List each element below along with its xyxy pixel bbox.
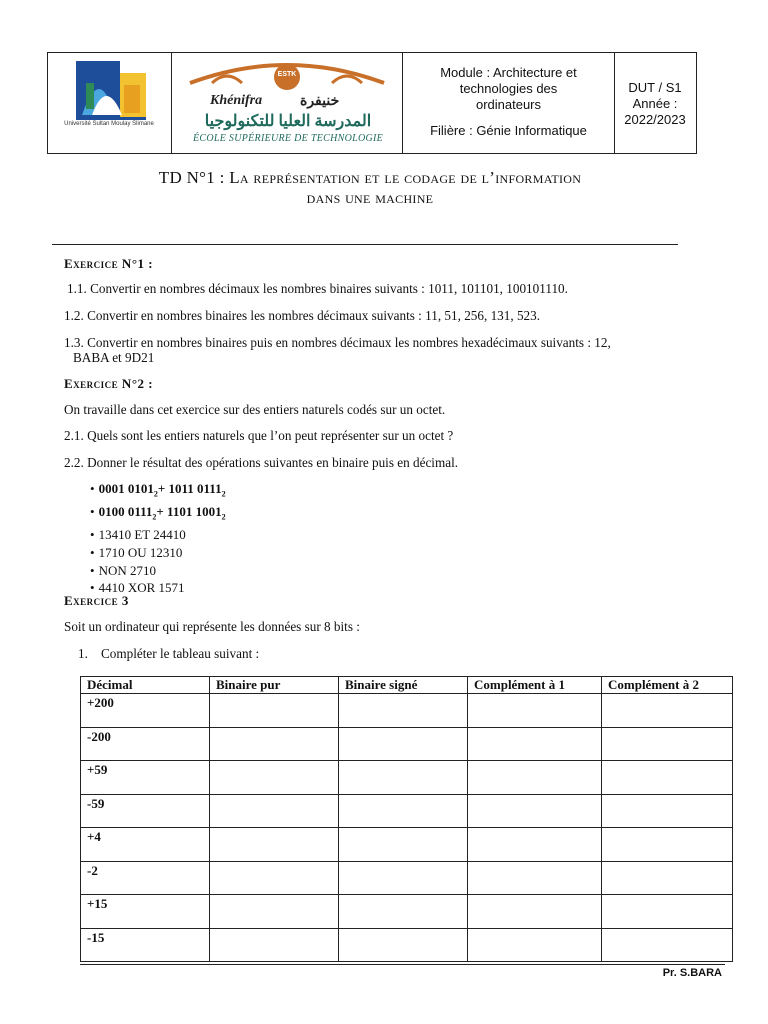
table-cell[interactable] bbox=[210, 928, 339, 962]
table-cell[interactable] bbox=[602, 761, 733, 795]
td-title: TD N°1 : La représentation et le codage de l’information bbox=[158, 168, 582, 187]
row-label: -200 bbox=[81, 727, 210, 761]
exercise-1-q3: 1.3. Convertir en nombres binaires puis en nombres décimaux les nombres hexadécimaux suivants : 12, bbox=[64, 335, 611, 350]
filiere: Filière : Génie Informatique bbox=[430, 123, 587, 138]
table-cell[interactable] bbox=[210, 828, 339, 862]
level-cell bbox=[615, 53, 695, 153]
exercise-3-item-number: 1. bbox=[78, 646, 88, 661]
table-cell[interactable] bbox=[468, 794, 602, 828]
table-cell[interactable] bbox=[210, 761, 339, 795]
year: 2022/2023 bbox=[624, 112, 686, 127]
exercise-1-q1: 1.1. Convertir en nombres décimaux les nombres binaires suivants : 1011, 101101, 100101110. bbox=[67, 281, 568, 296]
title-rule bbox=[52, 244, 678, 245]
table-cell[interactable] bbox=[468, 694, 602, 728]
table-cell[interactable] bbox=[602, 861, 733, 895]
table-cell[interactable] bbox=[339, 928, 468, 962]
exercise-1-q2: 1.2. Convertir en nombres binaires les nombres décimaux suivants : 11, 51, 256, 131, 523. bbox=[64, 308, 541, 323]
operation-item: • 0100 $0111_2+ 1101$ $1001_2$ bbox=[90, 503, 226, 526]
td-title-line2: dans une machine bbox=[306, 188, 434, 207]
exercise-3-item-text: Compléter le tableau suivant : bbox=[101, 646, 260, 661]
table-cell[interactable] bbox=[339, 794, 468, 828]
table-cell[interactable] bbox=[210, 727, 339, 761]
exercise-2-intro: On travaille dans cet exercice sur des entiers naturels codés sur un octet. bbox=[64, 402, 446, 417]
exercise-3-heading: Exercice 3 bbox=[64, 593, 129, 608]
table-cell[interactable] bbox=[339, 727, 468, 761]
table-cell[interactable] bbox=[339, 861, 468, 895]
table-cell[interactable] bbox=[468, 761, 602, 795]
table-cell[interactable] bbox=[468, 828, 602, 862]
header-table bbox=[47, 52, 697, 154]
table-cell[interactable] bbox=[602, 727, 733, 761]
table-cell[interactable] bbox=[210, 794, 339, 828]
conversion-table bbox=[80, 676, 733, 962]
table-row bbox=[81, 761, 733, 795]
table-cell[interactable] bbox=[468, 861, 602, 895]
year-label: Année : bbox=[632, 96, 678, 111]
col-header-decimal: Décimal bbox=[81, 677, 210, 694]
table-cell[interactable] bbox=[339, 694, 468, 728]
module-line-2: technologies des bbox=[459, 81, 558, 96]
row-label: +59 bbox=[81, 761, 210, 795]
row-label: +4 bbox=[81, 828, 210, 862]
school-city: Khénifra bbox=[210, 93, 263, 108]
table-cell[interactable] bbox=[468, 928, 602, 962]
operation-item: • 4410 XOR 1571 bbox=[90, 579, 226, 597]
table-row bbox=[81, 861, 733, 895]
exercise-2-q1: 2.1. Quels sont les entiers naturels que l’on peut représenter sur un octet ? bbox=[64, 428, 454, 443]
table-row bbox=[81, 895, 733, 929]
table-cell[interactable] bbox=[468, 727, 602, 761]
author-signature: Pr. S.BARA bbox=[662, 967, 722, 979]
operation-item: • 1710 OU 12310 bbox=[90, 544, 226, 562]
table-cell[interactable] bbox=[602, 928, 733, 962]
school-badge: ESTK bbox=[277, 71, 297, 78]
table-cell[interactable] bbox=[339, 895, 468, 929]
exercise-1-q3-cont: BABA et 9D21 bbox=[73, 350, 155, 365]
table-cell[interactable] bbox=[468, 895, 602, 929]
module-line-1: Module : Architecture et bbox=[440, 65, 577, 80]
col-header-binaire-pur: Binaire pur bbox=[210, 677, 339, 694]
table-row bbox=[81, 794, 733, 828]
table-cell[interactable] bbox=[602, 895, 733, 929]
table-row bbox=[81, 828, 733, 862]
school-name-ar: المدرسة العليا للتكنولوجيا bbox=[204, 113, 372, 130]
table-cell[interactable] bbox=[339, 828, 468, 862]
table-cell[interactable] bbox=[602, 794, 733, 828]
university-logo bbox=[48, 53, 170, 153]
school-city-ar: خنيفرة bbox=[300, 94, 340, 109]
table-row bbox=[81, 694, 733, 728]
col-header-complement-1: Complément à 1 bbox=[468, 677, 602, 694]
university-logo-cell bbox=[48, 53, 172, 153]
level: DUT / S1 bbox=[628, 80, 682, 95]
table-row bbox=[81, 727, 733, 761]
row-label: +200 bbox=[81, 694, 210, 728]
module-cell bbox=[403, 53, 615, 153]
exercise-3-intro: Soit un ordinateur qui représente les données sur 8 bits : bbox=[64, 619, 360, 634]
table-cell[interactable] bbox=[339, 761, 468, 795]
table-cell[interactable] bbox=[602, 828, 733, 862]
col-header-binaire-signe: Binaire signé bbox=[339, 677, 468, 694]
operation-item: • NON 2710 bbox=[90, 562, 226, 580]
table-cell[interactable] bbox=[602, 694, 733, 728]
table-cell[interactable] bbox=[210, 895, 339, 929]
module-line-3: ordinateurs bbox=[475, 97, 542, 112]
table-row bbox=[81, 928, 733, 962]
school-logo-cell bbox=[172, 53, 403, 153]
row-label: -15 bbox=[81, 928, 210, 962]
operation-item: • 13410 ET 24410 bbox=[90, 526, 226, 544]
exercise-2-q2: 2.2. Donner le résultat des opérations suivantes en binaire puis en décimal. bbox=[64, 455, 459, 470]
university-logo-caption: Université Sultan Moulay Slimane bbox=[64, 121, 154, 127]
col-header-complement-2: Complément à 2 bbox=[602, 677, 733, 694]
row-label: +15 bbox=[81, 895, 210, 929]
operation-item: • 0001 $0101_2+ 1011$ $0111_2$ bbox=[90, 480, 226, 503]
school-name: ÉCOLE SUPÉRIEURE DE TECHNOLOGIE bbox=[192, 133, 384, 144]
table-cell[interactable] bbox=[210, 861, 339, 895]
table-cell[interactable] bbox=[210, 694, 339, 728]
operations-list bbox=[90, 480, 226, 597]
footer-rule bbox=[80, 964, 725, 965]
exercise-2-heading: Exercice N°2 : bbox=[64, 376, 154, 391]
exercise-1-heading: Exercice N°1 : bbox=[64, 256, 154, 271]
row-label: -59 bbox=[81, 794, 210, 828]
row-label: -2 bbox=[81, 861, 210, 895]
